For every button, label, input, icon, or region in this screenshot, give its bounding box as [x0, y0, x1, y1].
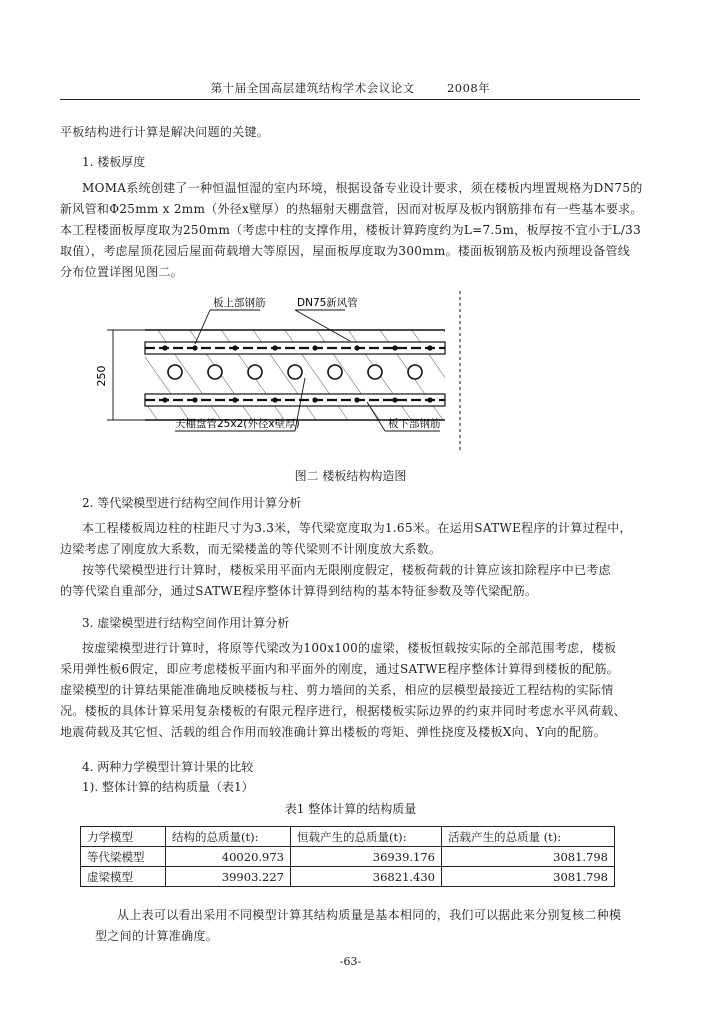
section3-heading: 3. 虚梁模型进行结构空间作用计算分析: [82, 616, 290, 630]
thickness-label: 250: [95, 365, 108, 387]
section3-line: 采用弹性板6假定，即应考虑楼板平面内和平面外的刚度，通过SATWE程序整体计算得到楼板的配筋。: [60, 662, 620, 676]
section2-line: 边梁考虑了刚度放大系数，而无梁楼盖的等代梁则不计刚度放大系数。: [60, 542, 442, 556]
section4-subheading: 1). 整体计算的结构质量（表1）: [82, 780, 254, 794]
header-rule: [60, 99, 640, 100]
table-header-cell: 活载产生的总质量 (t):: [442, 827, 615, 847]
table-cell: 等代梁模型: [81, 847, 166, 867]
table-cell: 36821.430: [291, 867, 442, 887]
section1-line: 新风管和Φ25mm x 2mm（外径x壁厚）的热辐射天棚盘管，因而对板厚及板内钢筋排布有一些基本要求。: [60, 202, 643, 216]
page-number: -63-: [339, 955, 362, 968]
header-year: 2008年: [446, 81, 491, 95]
section2-line: 按等代梁模型进行计算时，楼板采用平面内无限刚度假定，楼板荷载的计算应该扣除程序中已考虑: [82, 563, 611, 577]
slab-section-figure: [95, 286, 475, 456]
header-title: 第十届全国高层建筑结构学术会议论文: [210, 81, 415, 95]
section4-heading: 4. 两种力学模型计算计果的比较: [82, 760, 254, 774]
table-cell: 40020.973: [166, 847, 291, 867]
table-row: [81, 847, 615, 867]
section3-body: [60, 638, 645, 743]
table-row: [81, 867, 615, 887]
section2-body: [60, 518, 645, 602]
section3-line: 虚梁模型的计算结果能准确地反映楼板与柱、剪力墙间的关系，相应的层模型最接近工程结构的实际情: [60, 683, 614, 697]
figure-caption: 图二 楼板结构构造图: [294, 469, 407, 483]
section1-line: 本工程楼面板厚度取为250mm（考虑中柱的支撑作用，楼板计算跨度约为L=7.5m，板厚按不宜小于L/33: [60, 223, 642, 237]
lead-paragraph: 平板结构进行计算是解决问题的关键。: [60, 125, 270, 139]
section2-line: 的等代梁自重部分，通过SATWE程序整体计算得到结构的基本特征参数及等代梁配筋。: [60, 584, 538, 598]
table-cell: 3081.798: [442, 847, 615, 867]
pipe-label: 天棚盘管25x2(外径x壁厚): [175, 418, 300, 430]
section1-body: [60, 178, 643, 283]
table-header-cell: 恒载产生的总质量(t):: [291, 827, 442, 847]
table-cell: 39903.227: [166, 867, 291, 887]
section1-line: MOMA系统创建了一种恒温恒湿的室内环境，根据设备专业设计要求，须在楼板内埋置规格为DN75的: [82, 181, 643, 195]
mass-table: [80, 826, 615, 887]
table-cell: 虚梁模型: [81, 867, 166, 887]
section1-heading: 1. 楼板厚度: [82, 155, 146, 169]
duct-label: DN75新风管: [297, 297, 358, 309]
table-caption: 表1 整体计算的结构质量: [284, 802, 417, 816]
running-header: [0, 80, 701, 96]
table-cell: 36939.176: [291, 847, 442, 867]
section2-heading: 2. 等代梁模型进行结构空间作用计算分析: [82, 496, 302, 510]
conclusion-line: 型之间的计算准确度。: [95, 929, 219, 943]
section2-line: 本工程楼板周边柱的柱距尺寸为3.3米，等代梁宽度取为1.65米。在运用SATWE程序的计算过程中，: [82, 521, 632, 535]
section1-line: 分布位置详图见图二。: [60, 265, 184, 279]
conclusion-line: 从上表可以看出采用不同模型计算其结构质量是基本相同的，我们可以据此来分别复核二种模: [117, 908, 622, 922]
section1-line: 取值），考虑屋顶花园后屋面荷载增大等原因，屋面板厚度取为300mm。楼面板钢筋及板内预埋设备管线: [60, 244, 631, 258]
section3-line: 况。楼板的具体计算采用复杂楼板的有限元程序进行，根据楼板实际边界的约束并同时考虑水平风荷载、: [60, 704, 626, 718]
table-header-cell: 结构的总质量(t):: [166, 827, 291, 847]
section3-line: 地震荷载及其它恒、活载的组合作用而较准确计算出楼板的弯矩、弹性挠度及楼板X向、Y向的配筋。: [60, 725, 606, 739]
conclusion-paragraph: [95, 905, 655, 947]
table-header-cell: 力学模型: [81, 827, 166, 847]
top-rebar-label: 板上部钢筋: [213, 297, 266, 309]
section3-line: 按虚梁模型进行计算时，将原等代梁改为100x100的虚梁，楼板恒载按实际的全部范围考虑，楼板: [82, 641, 617, 655]
table-cell: 3081.798: [442, 867, 615, 887]
bottom-rebar-label: 板下部钢筋: [388, 418, 441, 430]
